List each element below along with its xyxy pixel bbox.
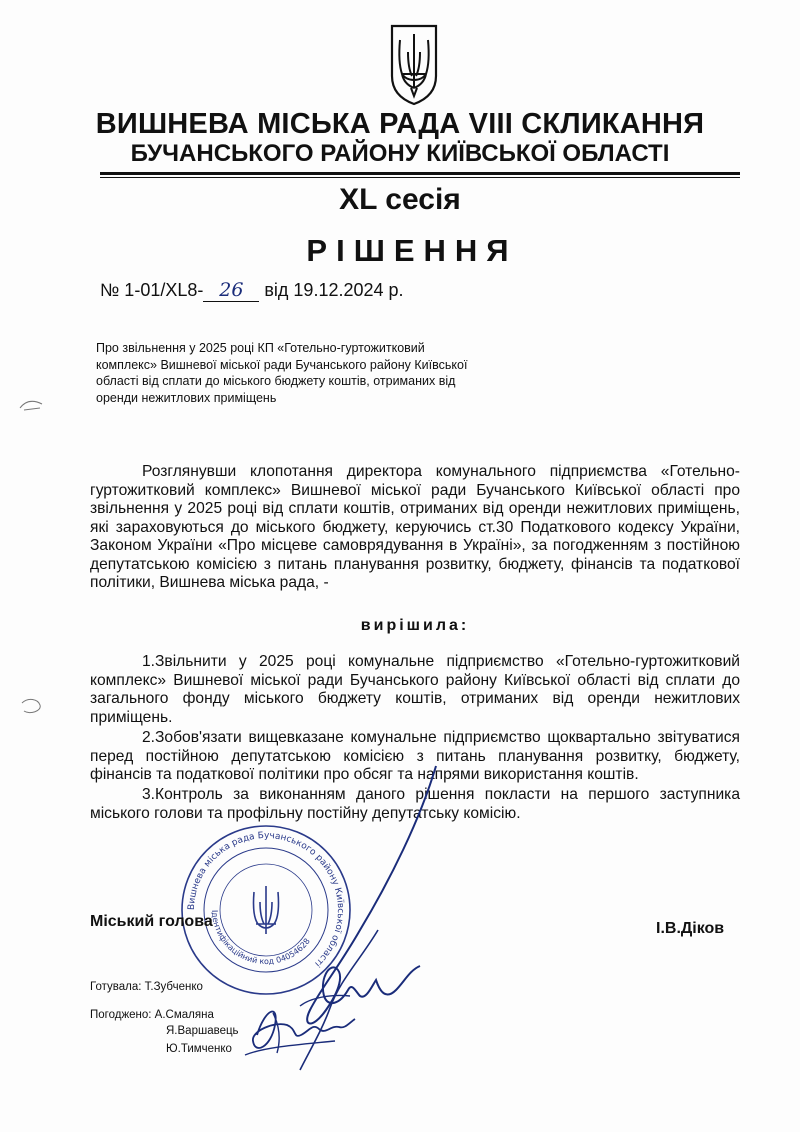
decision-item-2: 2.Зобов'язати вищевказане комунальне підприємство щоквартально звітуватися перед постійною депутатською комісією з питань планування розвитку, бюджету, фінансів та податкової політики про обсяг та напрями використання коштів. bbox=[90, 729, 740, 783]
decision-item-1: 1.Звільнити у 2025 році комунальне підприємство «Готельно-гуртожитковий комплекс» Вишневої міської ради Бучанського району Київської області від сплати до загального фонду міського бюджету коштів, отриманих від оренди нежитлових приміщень. bbox=[90, 653, 740, 726]
resolved-heading: вирішила: bbox=[360, 617, 470, 634]
district-title: БУЧАНСЬКОГО РАЙОНУ КИЇВСЬКОЇ ОБЛАСТІ bbox=[130, 140, 670, 167]
margin-scribble bbox=[18, 396, 46, 414]
signatory-title: Міський голова bbox=[90, 913, 213, 930]
svg-text:Вишнева міська рада Бучанськог: Вишнева міська рада Бучанського району Київської області bbox=[186, 830, 346, 969]
session-title: XL сесія bbox=[339, 183, 461, 216]
prepared-by: Готувала: Т.Зубченко bbox=[90, 981, 203, 993]
decision-subject: Про звільнення у 2025 році КП «Готельно-гуртожитковий комплекс» Вишневої міської ради Бучанського району Київської області від сплати до міського бюджету коштів, отриманих від оренди нежитлових приміщень bbox=[96, 341, 468, 405]
agreed-by-3: Ю.Тимченко bbox=[166, 1043, 232, 1055]
signatory-name: І.В.Діков bbox=[656, 920, 725, 937]
margin-scribble bbox=[18, 695, 46, 719]
handwritten-number: 26 bbox=[203, 279, 259, 302]
document-type: РІШЕННЯ bbox=[306, 233, 518, 268]
agreed-by-2: Я.Варшавець bbox=[166, 1025, 239, 1037]
header-divider bbox=[100, 172, 740, 175]
preamble-paragraph: Розглянувши клопотання директора комунального підприємства «Готельно-гуртожитковий комплекс» Вишневої міської ради Бучанського Київської області про звільнення у 2025 році від сплати коштів, отриманих від оренди нежитлових приміщень, які зараховуються до міського бюджету, керуючись ст.30 Податкового кодексу України, Законом України «Про місцеве самоврядування в Україні», за погодженням з постійною депутатською комісією з питань планування розвитку, бюджету, фінансів та податкової політики, Вишнева міська рада, - bbox=[90, 463, 740, 591]
decision-number bbox=[100, 279, 404, 302]
header-divider-thin bbox=[100, 177, 740, 178]
approver-signatures bbox=[235, 995, 365, 1065]
agreed-by-1: Погоджено: А.Смаляна bbox=[90, 1009, 214, 1021]
svg-text:Ідентифікаційний код 04054628: Ідентифікаційний код 04054628 bbox=[209, 909, 312, 967]
decision-item-3: 3.Контроль за виконанням даного рішення покласти на першого заступника міського голови та профільну постійну депутатську комісію. bbox=[90, 786, 740, 822]
decision-date: від 19.12.2024 р. bbox=[259, 280, 404, 300]
number-prefix: № 1-01/XL8- bbox=[100, 280, 204, 300]
coat-of-arms-icon bbox=[388, 22, 440, 106]
council-title: ВИШНЕВА МІСЬКА РАДА VIII СКЛИКАННЯ bbox=[95, 108, 705, 140]
